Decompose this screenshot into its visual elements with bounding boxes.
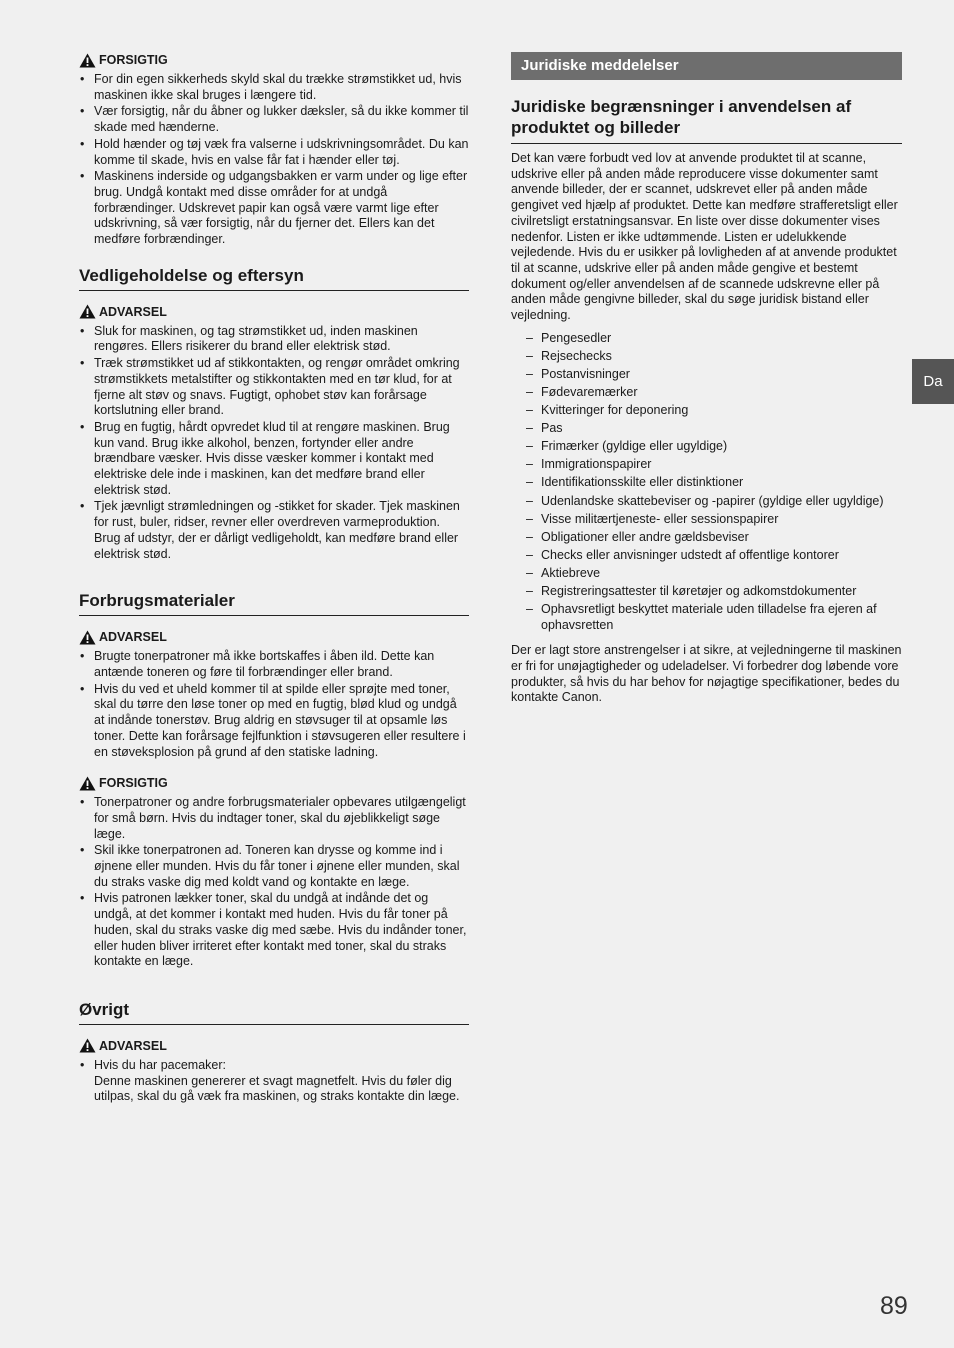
list-item: – Udenlandske skattebeviser og -papirer (gyldige eller ugyldige) xyxy=(526,494,902,510)
page-number: 89 xyxy=(880,1292,908,1320)
list-item: • Vær forsigtig, når du åbner og lukker dæksler, så du ikke kommer til skade med hænderne. xyxy=(79,104,469,135)
section-vedligeholdelse xyxy=(79,265,469,563)
list-item: – Frimærker (gyldige eller ugyldige) xyxy=(526,439,902,455)
list-item: • Tjek jævnligt strømledningen og -stikket for skader. Tjek maskinen for rust, buler, ridser, revner eller overdreven varmeproduktion. Brug af udstyr, der er dårligt vedligeholdt, kan medføre brand eller elektrisk stød. xyxy=(79,499,469,562)
warning-triangle-icon xyxy=(79,304,96,319)
right-column xyxy=(511,52,902,706)
warning-triangle-icon xyxy=(79,630,96,645)
document-list xyxy=(511,331,902,633)
list-item: – Fødevaremærker xyxy=(526,385,902,401)
warning-list xyxy=(79,1058,469,1105)
list-item: • Brug en fugtig, hårdt opvredet klud til at rengøre maskinen. Brug kun vand. Brug ikke alkohol, benzen, fortynder eller andre brændbare væsker. Hvis disse væsker kommer i kontakt med elektriske dele inde i maskinen, kan det medføre brand eller elektrisk stød. xyxy=(79,420,469,499)
list-item: – Ophavsretligt beskyttet materiale uden tilladelse fra ejeren af ophavsretten xyxy=(526,602,902,633)
list-item: • Maskinens inderside og udgangsbakken er varm under og lige efter brug. Undgå kontakt med disse områder for at undgå forbrændinger. Udskrevet papir kan også være varmt lige efter udskrivning, så vær forsigtig, når du fjerner det. Ellers kan det medføre forbrændinger. xyxy=(79,169,469,248)
list-item: • For din egen sikkerheds skyld skal du trække strømstikket ud, hvis maskinen ikke skal bruges i længere tid. xyxy=(79,72,469,103)
section-title: Øvrigt xyxy=(79,999,469,1025)
list-item: – Obligationer eller andre gældsbeviser xyxy=(526,530,902,546)
list-item: – Pengesedler xyxy=(526,331,902,347)
warning-label: ADVARSEL xyxy=(99,630,167,645)
warning-list xyxy=(79,649,469,760)
warning-list xyxy=(79,324,469,563)
list-item: • Tonerpatroner og andre forbrugsmaterialer opbevares utilgængeligt for små børn. Hvis du indtager toner, skal du øjeblikkeligt søge læge. xyxy=(79,795,469,842)
list-item: – Immigrationspapirer xyxy=(526,457,902,473)
section-ovrigt xyxy=(79,999,469,1105)
legal-intro: Det kan være forbudt ved lov at anvende produktet til at scanne, udskrive eller på anden måde reproducere visse dokumenter samt anvende billeder, der er scannet, udskrevet eller på anden måde gengivet ved hjælp af produktet. Dette kan medføre strafferetsligt eller civilretsligt erstatningsansvar. En liste over disse dokumenter vises nedenfor. Listen er ikke udtømmende. Listen er udelukkende vejledende. Hvis du er usikker på lovligheden af at anvende produktet til at scanne, udskrive eller på anden måde gengive et bestemt dokument og/eller anvendelsen af de scannede udskrevne eller på anden måde gengivne billeder, skal du søge juridisk bistand eller vejledning. xyxy=(511,151,898,323)
legal-heading: Juridiske begrænsninger i anvendelsen af produktet og billeder xyxy=(511,96,902,144)
list-item: – Identifikationsskilte eller distinktioner xyxy=(526,475,902,491)
list-item: • Skil ikke tonerpatronen ad. Toneren kan drysse og komme ind i øjnene eller munden. Hvis du får toner i øjnene eller munden, skal du straks vaske dig med koldt vand og kontakte en læge. xyxy=(79,843,469,890)
list-item: – Kvitteringer for deponering xyxy=(526,403,902,419)
warning-label: ADVARSEL xyxy=(99,1038,167,1053)
list-item xyxy=(79,1058,469,1105)
warning-triangle-icon xyxy=(79,1038,96,1053)
list-item-line: Denne maskinen genererer et svagt magnetfelt. Hvis du føler dig utilpas, skal du gå væk fra maskinen, og straks kontakte din læge. xyxy=(94,1073,460,1104)
legal-outro: Der er lagt store anstrengelser i at sikre, at vejledningerne til maskinen er fri for unøjagtigheder og udeladelser. Vi forbedrer dog løbende vore produkter, så hvis du har behov for nøjagtige specifikationer, bedes du kontakte Canon. xyxy=(511,643,902,705)
list-item: • Hvis du ved et uheld kommer til at spilde eller sprøjte med toner, skal du tørre den løse toner op med en fugtig, blød klud og undgå at indånde tonerstøv. Brug aldrig en støvsuger til at opsamle løs toner. Dette kan forårsage fejlfunktion i støvsugeren eller resultere i en støveksplosion på grund af den statiske ladning. xyxy=(79,682,469,761)
list-item-line: Hvis du har pacemaker: xyxy=(94,1057,227,1072)
list-item: • Sluk for maskinen, og tag strømstikket ud, inden maskinen rengøres. Ellers risikerer du brand eller elektrisk stød. xyxy=(79,324,469,355)
caution-label: FORSIGTIG xyxy=(99,776,168,791)
list-item: • Hold hænder og tøj væk fra valserne i udskrivningsområdet. Du kan komme til skade, hvis en valse får fat i hænder eller tøj. xyxy=(79,137,469,168)
warning-triangle-icon xyxy=(79,776,96,791)
list-item: – Checks eller anvisninger udstedt af offentlige kontorer xyxy=(526,548,902,564)
warning-label: ADVARSEL xyxy=(99,304,167,319)
section-title: Vedligeholdelse og eftersyn xyxy=(79,265,469,291)
list-item: – Registreringsattester til køretøjer og adkomstdokumenter xyxy=(526,584,902,600)
list-item: – Visse militærtjeneste- eller sessionspapirer xyxy=(526,512,902,528)
list-item: – Pas xyxy=(526,421,902,437)
caution-label: FORSIGTIG xyxy=(99,53,168,67)
caution-list xyxy=(79,72,469,248)
left-column xyxy=(79,52,469,1106)
caution-list xyxy=(79,795,469,970)
warning-triangle-icon xyxy=(79,53,96,68)
list-item: – Rejsechecks xyxy=(526,349,902,365)
section-band: Juridiske meddelelser xyxy=(511,52,902,80)
section-forbrugsmaterialer xyxy=(79,590,469,970)
list-item: • Brugte tonerpatroner må ikke bortskaffes i åben ild. Dette kan antænde toneren og føre til forbrændinger eller brand. xyxy=(79,649,469,680)
language-tab[interactable]: Da xyxy=(912,359,954,404)
list-item: • Træk strømstikket ud af stikkontakten, og rengør området omkring strømstikkets metalstifter og stikkontakten med en tør klud, for at fjerne alt støv og snavs. Fugtigt, ophobet støv kan forårsage kortslutning eller brand. xyxy=(79,356,469,419)
list-item: – Postanvisninger xyxy=(526,367,902,383)
list-item: – Aktiebreve xyxy=(526,566,902,582)
list-item: • Hvis patronen lækker toner, skal du undgå at indånde det og undgå, at det kommer i kontakt med huden. Hvis du får toner på huden, skal du straks vaske dig med sæbe. Hvis du indånder toner, eller huden bliver irriteret efter kontakt med toner, skal du straks kontakte en læge. xyxy=(79,891,469,970)
section-title: Forbrugsmaterialer xyxy=(79,590,469,616)
forsigtig-block-1 xyxy=(79,52,469,248)
